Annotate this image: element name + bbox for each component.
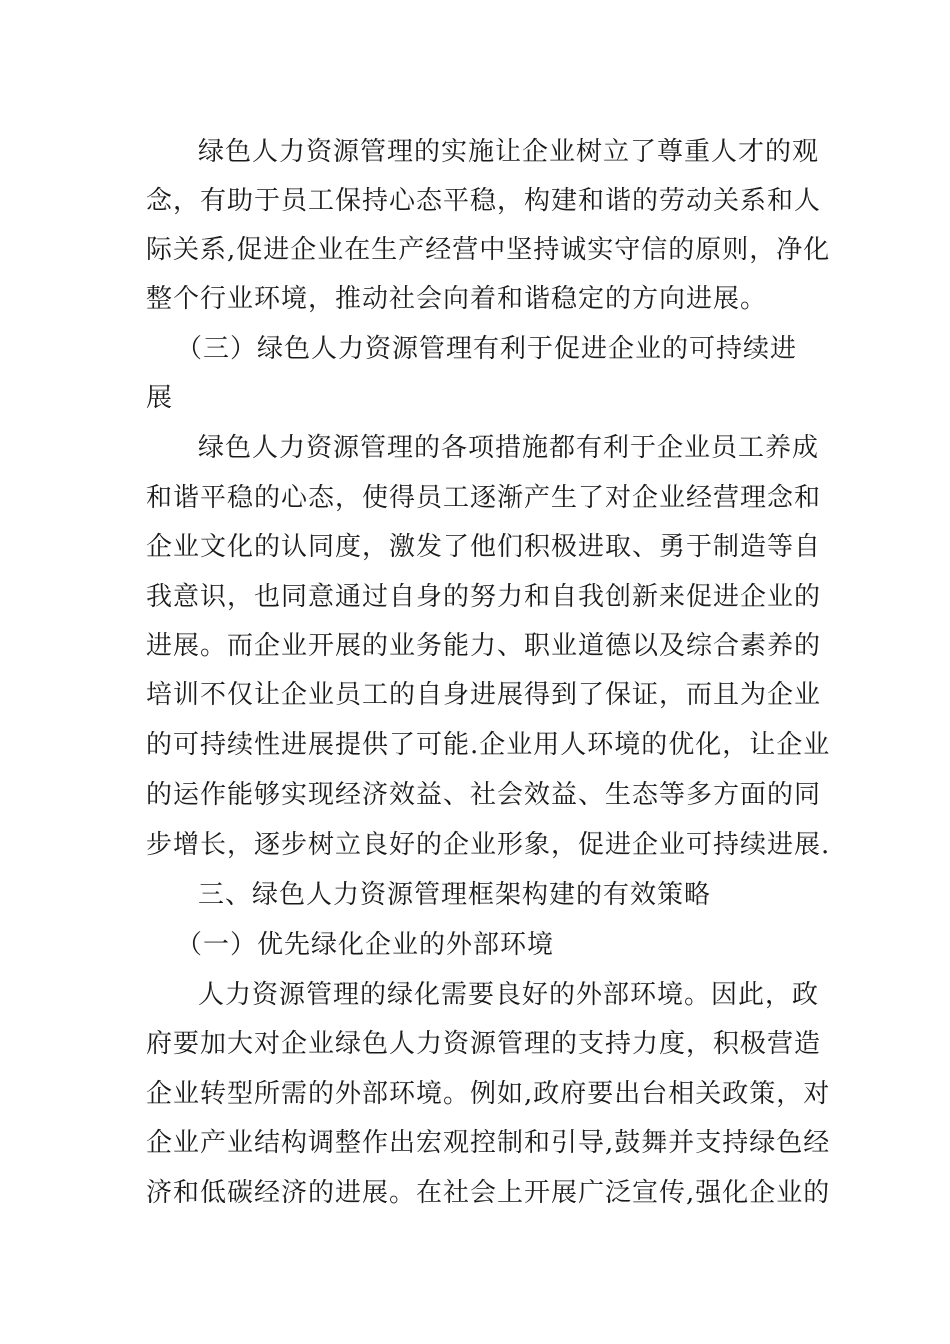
section-heading-3-line-1: （三）绿色人力资源管理有利于促进企业的可持续进 (176, 334, 798, 364)
paragraph-1-line-4: 整个行业环境，推动社会向着和谐稳定的方向进展。 (146, 284, 768, 314)
paragraph-3-line-4: 企业产业结构调整作出宏观控制和引导,鼓舞并支持绿色经 (146, 1128, 831, 1158)
paragraph-3-line-2: 府要加大对企业绿色人力资源管理的支持力度，积极营造 (146, 1029, 822, 1059)
section-heading-1: （一）优先绿化企业的外部环境 (176, 930, 555, 960)
paragraph-2-line-7: 的可持续性进展提供了可能.企业用人环境的优化，让企业 (146, 730, 831, 760)
paragraph-2-line-2: 和谐平稳的心态，使得员工逐渐产生了对企业经营理念和 (146, 483, 822, 513)
paragraph-2-line-3: 企业文化的认同度，激发了他们积极进取、勇于制造等自 (146, 532, 822, 562)
paragraph-2-line-6: 培训不仅让企业员工的自身进展得到了保证，而且为企业 (146, 680, 822, 710)
paragraph-3-line-3: 企业转型所需的外部环境。例如,政府要出台相关政策，对 (146, 1079, 831, 1109)
section-heading-3-line-2: 展 (146, 383, 174, 413)
paragraph-2-line-5: 进展。而企业开展的业务能力、职业道德以及综合素养的 (146, 631, 822, 661)
chapter-heading-3: 三、绿色人力资源管理框架构建的有效策略 (198, 880, 712, 910)
paragraph-1-line-2: 念，有助于员工保持心态平稳，构建和谐的劳动关系和人 (146, 186, 822, 216)
paragraph-1-line-3: 际关系,促进企业在生产经营中坚持诚实守信的原则，净化 (146, 235, 831, 265)
paragraph-2-line-8: 的运作能够实现经济效益、社会效益、生态等多方面的同 (146, 780, 822, 810)
paragraph-2-line-1: 绿色人力资源管理的各项措施都有利于企业员工养成 (198, 433, 820, 463)
paragraph-1-line-1: 绿色人力资源管理的实施让企业树立了尊重人才的观 (198, 137, 820, 167)
paragraph-3-line-1: 人力资源管理的绿化需要良好的外部环境。因此，政 (198, 980, 820, 1010)
paragraph-2-line-4: 我意识，也同意通过自身的努力和自我创新来促进企业的 (146, 582, 822, 612)
paragraph-3-line-5: 济和低碳经济的进展。在社会上开展广泛宣传,强化企业的 (146, 1178, 831, 1208)
paragraph-2-line-9: 步增长，逐步树立良好的企业形象，促进企业可持续进展. (146, 830, 831, 860)
